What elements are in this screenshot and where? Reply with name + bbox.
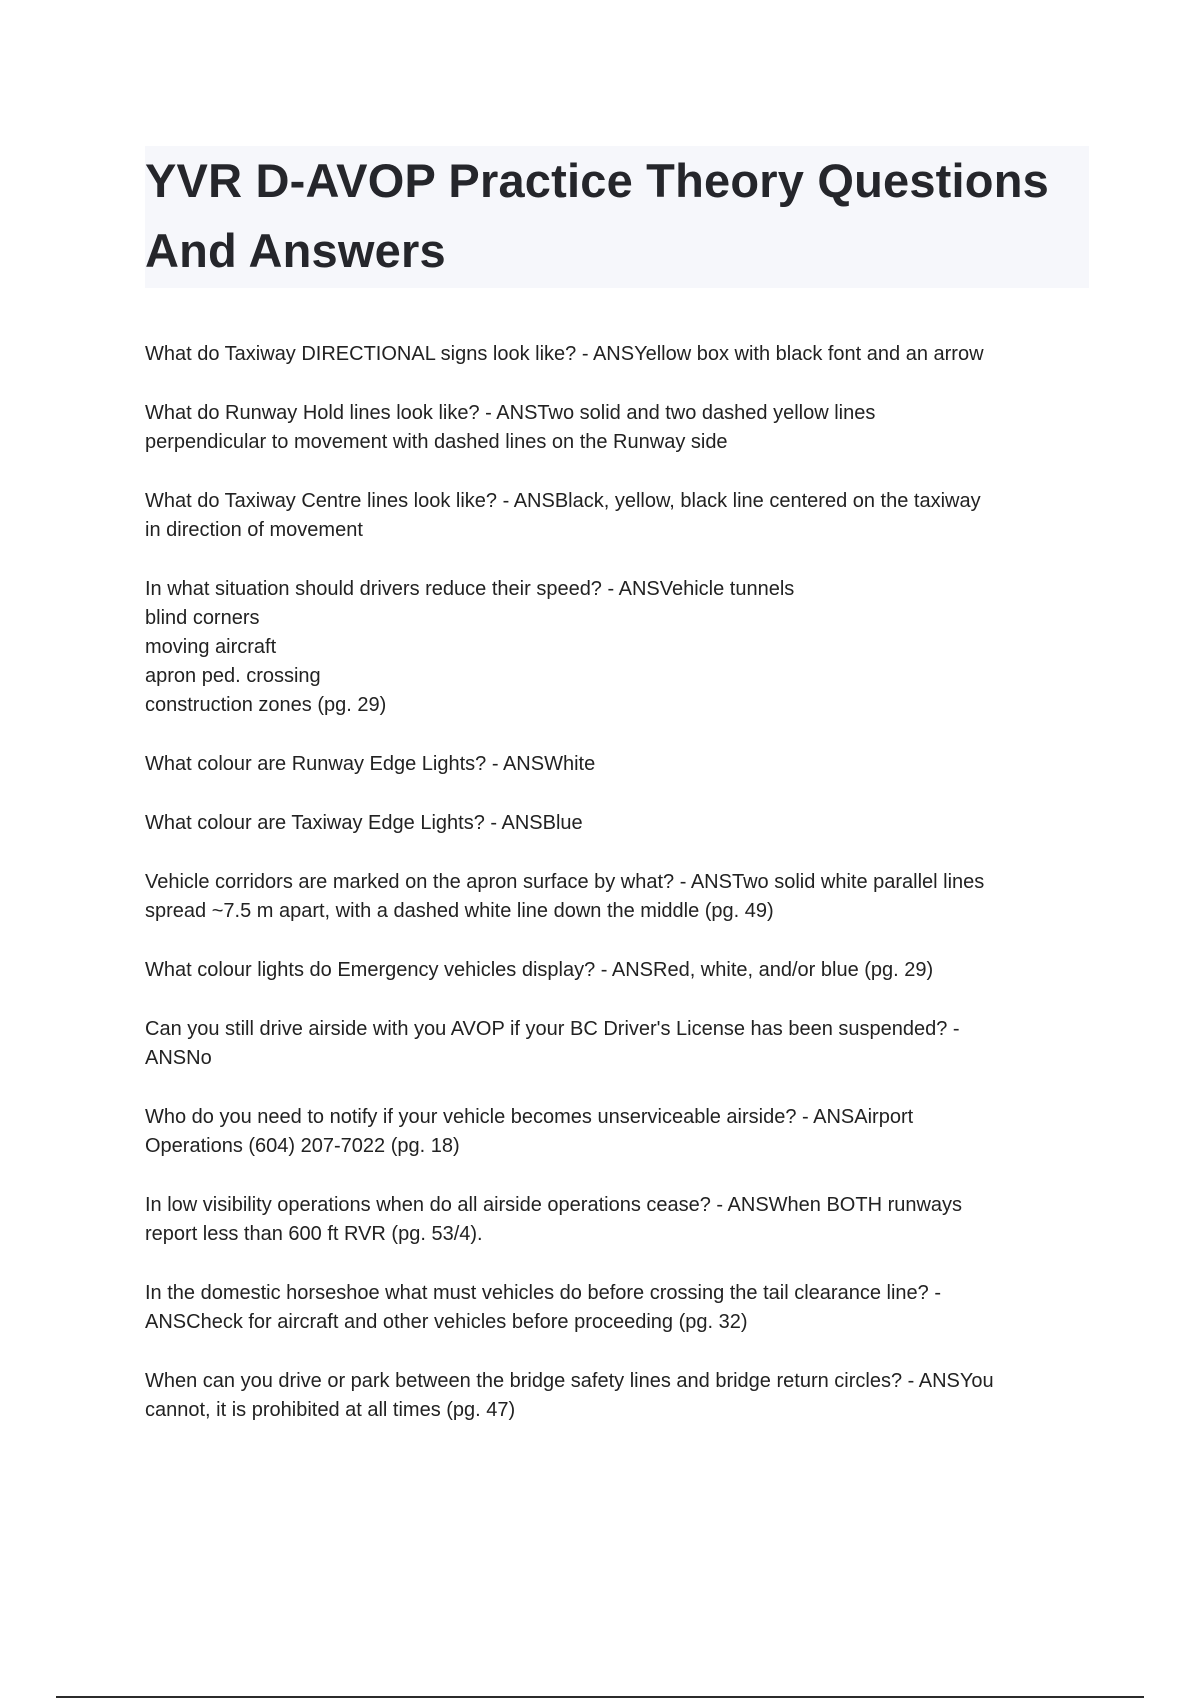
qa-item-runway-hold-lines bbox=[145, 399, 1095, 457]
qa-text-line: report less than 600 ft RVR (pg. 53/4). bbox=[145, 1223, 483, 1245]
qa-text-line: blind corners bbox=[145, 607, 260, 629]
qa-text-line: Operations (604) 207-7022 (pg. 18) bbox=[145, 1135, 460, 1157]
qa-text-line: Who do you need to notify if your vehicle becomes unserviceable airside? - ANSAirport bbox=[145, 1106, 914, 1128]
qa-item-emergency-vehicle-lights bbox=[145, 956, 1095, 985]
qa-item-low-visibility bbox=[145, 1191, 1095, 1249]
title-line-1: YVR D-AVOP Practice Theory Questions bbox=[145, 154, 1049, 207]
qa-text-line: What colour lights do Emergency vehicles display? - ANSRed, white, and/or blue (pg. 29) bbox=[145, 959, 934, 981]
qa-text-line: perpendicular to movement with dashed lines on the Runway side bbox=[145, 431, 728, 453]
qa-text-line: In the domestic horseshoe what must vehicles do before crossing the tail clearance line? - bbox=[145, 1282, 941, 1304]
qa-text-line: In what situation should drivers reduce their speed? - ANSVehicle tunnels bbox=[145, 578, 795, 600]
qa-item-unserviceable-vehicle bbox=[145, 1103, 1095, 1161]
qa-item-domestic-horseshoe bbox=[145, 1279, 1095, 1337]
qa-text-line: construction zones (pg. 29) bbox=[145, 694, 387, 716]
qa-text-line: Can you still drive airside with you AVOP if your BC Driver's License has been suspended? - bbox=[145, 1018, 960, 1040]
qa-item-taxiway-centre-lines bbox=[145, 487, 1095, 545]
qa-item-taxiway-edge-lights bbox=[145, 809, 1095, 838]
qa-item-reduce-speed bbox=[145, 575, 1095, 720]
title-line-2: And Answers bbox=[145, 224, 446, 277]
qa-text-line: When can you drive or park between the bridge safety lines and bridge return circles? - ANSYou bbox=[145, 1370, 994, 1392]
qa-text-line: What colour are Taxiway Edge Lights? - ANSBlue bbox=[145, 812, 583, 834]
qa-item-taxiway-directional-signs bbox=[145, 340, 1095, 369]
qa-text-line: What colour are Runway Edge Lights? - ANSWhite bbox=[145, 753, 596, 775]
qa-text-line: What do Taxiway DIRECTIONAL signs look like? - ANSYellow box with black font and an arrow bbox=[145, 343, 984, 365]
qa-text-line: ANSNo bbox=[145, 1047, 212, 1069]
qa-text-line: spread ~7.5 m apart, with a dashed white line down the middle (pg. 49) bbox=[145, 900, 774, 922]
page-title bbox=[145, 146, 1089, 286]
footer-divider bbox=[56, 1696, 1144, 1698]
qa-text-line: What do Runway Hold lines look like? - ANSTwo solid and two dashed yellow lines bbox=[145, 402, 876, 424]
title-block bbox=[145, 146, 1089, 288]
qa-item-suspended-license bbox=[145, 1015, 1095, 1073]
qa-text-line: In low visibility operations when do all airside operations cease? - ANSWhen BOTH runways bbox=[145, 1194, 963, 1216]
qa-text-line: What do Taxiway Centre lines look like? - ANSBlack, yellow, black line centered on the taxiway bbox=[145, 490, 981, 512]
qa-text-line: Vehicle corridors are marked on the apron surface by what? - ANSTwo solid white parallel lines bbox=[145, 871, 985, 893]
qa-item-runway-edge-lights bbox=[145, 750, 1095, 779]
qa-list bbox=[145, 340, 1095, 1455]
qa-text-line: moving aircraft bbox=[145, 636, 277, 658]
qa-item-vehicle-corridors bbox=[145, 868, 1095, 926]
qa-text-line: apron ped. crossing bbox=[145, 665, 321, 687]
qa-text-line: cannot, it is prohibited at all times (pg. 47) bbox=[145, 1399, 516, 1421]
qa-text-line: in direction of movement bbox=[145, 519, 363, 541]
qa-text-line: ANSCheck for aircraft and other vehicles before proceeding (pg. 32) bbox=[145, 1311, 748, 1333]
qa-item-bridge-safety-lines bbox=[145, 1367, 1095, 1425]
